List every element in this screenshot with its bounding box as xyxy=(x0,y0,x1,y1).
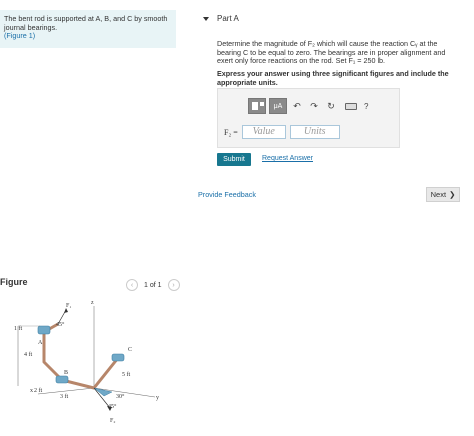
part-title: Part A xyxy=(217,14,239,23)
label-angle-30: 30° xyxy=(116,394,125,400)
submit-button[interactable]: Submit xyxy=(217,153,251,166)
provide-feedback-link[interactable]: Provide Feedback xyxy=(198,190,256,199)
label-x: x xyxy=(30,388,33,394)
prev-figure-icon[interactable]: ‹ xyxy=(126,279,138,291)
bearing-b xyxy=(56,376,68,383)
label-f1: F₁ xyxy=(66,303,72,309)
value-input[interactable]: Value xyxy=(242,125,286,139)
question-text: Determine the magnitude of F₂ which will cause the reaction Cᵧ at the bearing C to be equal to zero. The bearings are in proper alignment and exert only force reactions on the rod. Set F₁ = 250 lb. xyxy=(217,39,446,66)
units-button[interactable]: μA xyxy=(269,98,287,114)
label-y: y xyxy=(156,395,159,401)
figure-pager xyxy=(126,279,180,291)
label-angle-45-top: 45° xyxy=(56,322,65,328)
pager-count: 1 of 1 xyxy=(144,281,162,289)
redo-icon[interactable]: ↷ xyxy=(310,100,318,111)
reset-icon[interactable]: ↻ xyxy=(327,100,335,111)
part-header[interactable] xyxy=(203,14,239,23)
collapse-triangle-icon xyxy=(203,17,209,21)
next-figure-icon[interactable]: › xyxy=(168,279,180,291)
label-dim-1ft: 1 ft xyxy=(14,326,23,332)
label-a: A xyxy=(38,340,43,346)
problem-statement xyxy=(0,10,176,48)
label-dim-3ft: 3 ft xyxy=(60,394,69,400)
help-button[interactable]: ? xyxy=(364,101,369,111)
label-z: z xyxy=(91,300,94,306)
bearing-a xyxy=(38,326,50,334)
label-b: B xyxy=(64,370,69,376)
next-chevron-icon: ❯ xyxy=(449,190,456,199)
instructions-text: Express your answer using three significant figures and include the appropriate units. xyxy=(217,69,449,87)
bearing-c xyxy=(112,354,124,361)
label-f2: F₂ xyxy=(110,418,116,424)
bent-rod xyxy=(44,332,118,388)
next-label: Next xyxy=(430,190,447,199)
keyboard-icon[interactable] xyxy=(345,103,357,110)
label-dim-5ft: 5 ft xyxy=(122,372,131,378)
units-input[interactable]: Units xyxy=(290,125,340,139)
undo-icon[interactable]: ↶ xyxy=(293,100,301,111)
label-dim-4ft: 4 ft xyxy=(24,352,33,358)
answer-toolbar xyxy=(248,97,368,115)
label-angle-45-bottom: 45° xyxy=(108,404,117,410)
bent-rod-figure xyxy=(0,296,180,436)
request-answer-link[interactable]: Request Answer xyxy=(262,155,313,162)
answer-label: F₂ = xyxy=(224,127,238,137)
answer-input-row xyxy=(224,125,340,139)
matrix-template-icon[interactable] xyxy=(248,98,266,114)
next-button[interactable] xyxy=(426,187,460,202)
label-c: C xyxy=(128,347,133,353)
problem-text: The bent rod is supported at A, B, and C by smooth journal bearings. xyxy=(4,14,168,32)
label-dim-2ft: 2 ft xyxy=(34,388,43,394)
figure-heading: Figure xyxy=(0,277,28,287)
answer-box xyxy=(217,88,400,148)
figure-link[interactable]: (Figure 1) xyxy=(4,31,36,40)
